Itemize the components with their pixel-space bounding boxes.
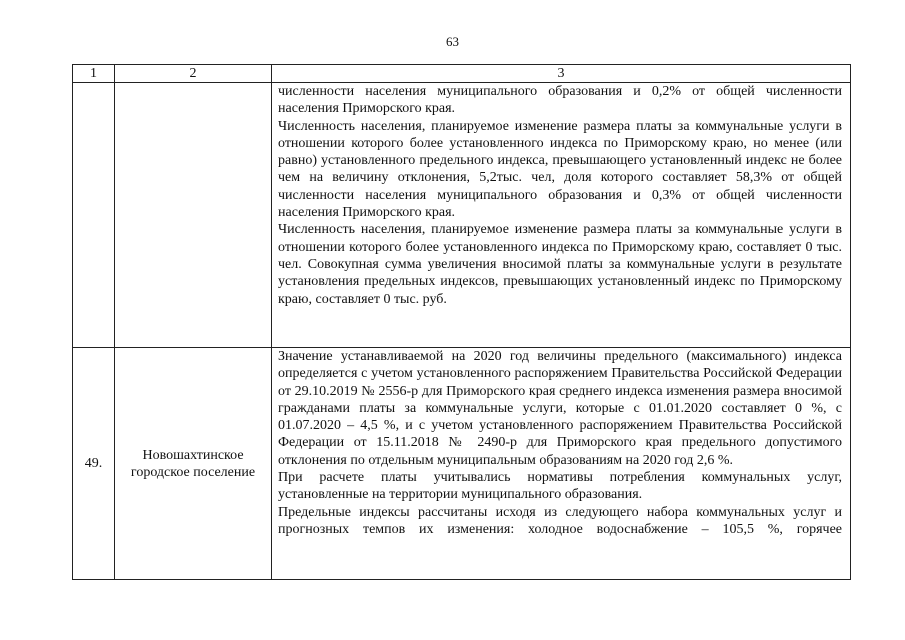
paragraph: Численность населения, планируемое изменение размера платы за коммунальные услуги в отношении которого более установленного индекса по Приморскому краю, но менее (или равно) установленного предельного индекса, превышающего установленный индекс не более чем на величину отклонения, 5,2тыс. чел, доля которого составляет 58,3% от общей численности населения муниципального образования и 0,3% от общей численности населения Приморского края. [278,118,842,221]
paragraph: численности населения муниципального образования и 0,2% от общей численности населения Приморского края. [278,84,842,117]
municipality-name-cell [115,83,272,348]
paragraph: Значение устанавливаемой на 2020 год величины предельного (максимального) индекса определяется с учетом установленного распоряжением Правительства Российской Федерации от 29.10.2019 № 2556-р для Приморского края среднего индекса изменения размера вносимой гражданами платы за коммунальные услуги, которые с 01.01.2020 составляет 0 %, с 01.07.2020 – 4,5 %, и с учетом установленного распоряжением Правительства Российской Федерации от 15.11.2018 № 2490-р для Приморского края предельного допустимого отклонения по отдельным муниципальным образованиям на 2020 год 2,6 %. [278,349,842,468]
row-number-cell: 49. [73,348,115,580]
table-header-row [73,65,851,83]
document-table [72,64,851,580]
paragraph: Численность населения, планируемое изменение размера платы за коммунальные услуги в отношении которого более установленного индекса по Приморскому краю, составляет 0 тыс. чел. Совокупная сумма увеличения вносимой платы за коммунальные услуги в результате установления предельных индексов, превышающих установленный индекс по Приморскому краю, составляет 0 тыс. руб. [278,222,842,307]
column-header-2: 2 [115,65,272,83]
municipality-name-cell: Новошахтинское городское поселение [115,348,272,580]
column-header-1: 1 [73,65,115,83]
table-row-49 [73,348,851,580]
row-number-cell [73,83,115,348]
paragraph: При расчете платы учитывались нормативы потребления коммунальных услуг, установленные на территории муниципального образования. [278,470,842,503]
table-row-continuation [73,83,851,348]
page-number: 63 [446,34,459,49]
description-cell [272,348,851,580]
column-header-3: 3 [272,65,851,83]
paragraph: Предельные индексы рассчитаны исходя из следующего набора коммунальных услуг и прогнозных темпов их изменения: холодное водоснабжение – 105,5 %, горячее [278,504,842,537]
description-cell [272,83,851,348]
